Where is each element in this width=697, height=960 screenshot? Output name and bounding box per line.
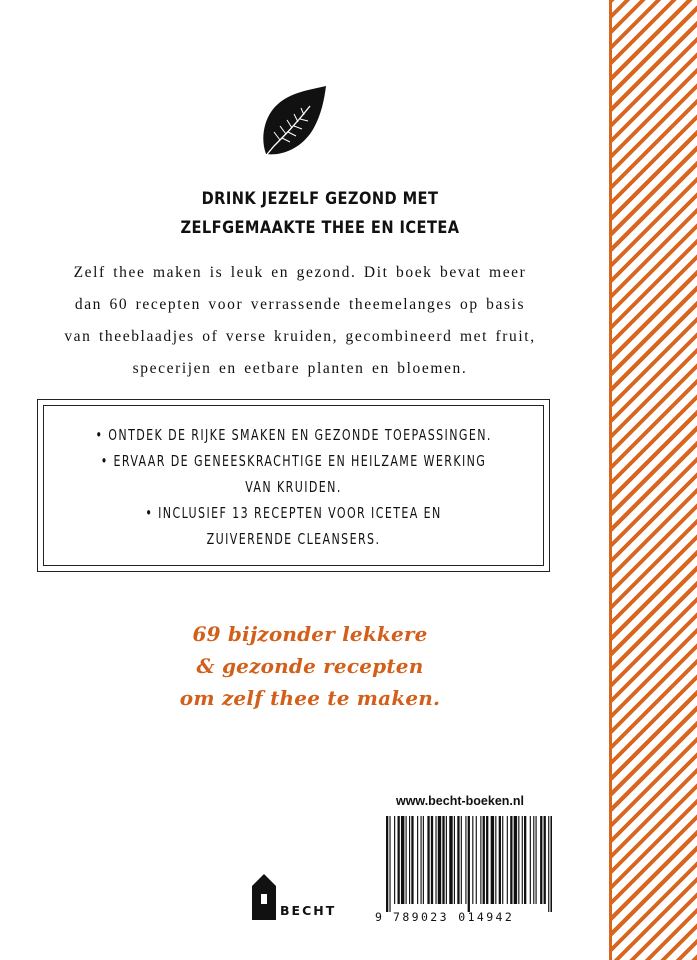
barcode-bar	[386, 816, 388, 912]
barcode-bar	[423, 816, 424, 904]
tagline-line: 69 bijzonder lekkere	[192, 622, 428, 646]
house-logo-icon	[252, 872, 276, 920]
barcode-bar	[536, 816, 537, 904]
barcode-bar	[502, 816, 503, 904]
barcode-bar	[480, 816, 481, 904]
barcode-bar	[401, 816, 404, 904]
barcode-bar	[468, 816, 470, 912]
intro-line: specerijen en eetbare planten en bloemen.	[132, 360, 468, 377]
feature-line: ZUIVERENDE CLEANSERS.	[206, 530, 381, 548]
barcode-bar	[530, 816, 531, 904]
barcode-bar	[514, 816, 517, 904]
barcode-bar	[446, 816, 447, 904]
barcode-bar	[454, 816, 455, 904]
barcode-bar	[449, 816, 452, 904]
barcode-bar	[486, 816, 488, 904]
barcode-bar	[544, 816, 546, 904]
barcode-bar	[507, 816, 508, 904]
barcode-bar	[427, 816, 429, 904]
intro-line: Zelf thee maken is leuk en gezond. Dit boek bevat meer	[73, 264, 527, 281]
barcode-bar	[431, 816, 433, 904]
barcode-bars	[386, 816, 552, 912]
barcode-bar	[409, 816, 410, 904]
barcode-bar	[389, 816, 390, 912]
barcode-number	[369, 910, 559, 924]
intro-text	[20, 257, 580, 385]
tagline-line: & gezonde recepten	[196, 654, 424, 678]
barcode-bar	[499, 816, 501, 904]
publisher-logo	[252, 872, 352, 922]
barcode-bar	[548, 816, 549, 912]
barcode-bar	[524, 816, 526, 904]
feature-line: VAN KRUIDEN.	[245, 478, 342, 496]
barcode-bar	[472, 816, 473, 904]
features-box	[37, 399, 550, 572]
publisher-website: www.becht-boeken.nl	[395, 794, 525, 808]
isbn-barcode	[369, 812, 559, 927]
barcode-digits: 789023 014942	[393, 910, 515, 924]
leaf-icon	[258, 80, 330, 160]
decorative-stripes	[612, 0, 697, 960]
barcode-bar	[438, 816, 441, 904]
barcode-bar	[411, 816, 413, 904]
barcode-bar	[495, 816, 496, 904]
barcode-bar	[510, 816, 512, 904]
features-box-inner-frame	[43, 405, 544, 566]
barcode-bar	[421, 816, 422, 904]
feature-line: • ONTDEK DE RIJKE SMAKEN EN GEZONDE TOEPASSINGEN.	[95, 426, 492, 444]
barcode-bar	[491, 816, 494, 904]
intro-line: dan 60 recepten voor verrassende theemelanges op basis	[74, 296, 526, 313]
barcode-first-digit: 9	[375, 910, 382, 924]
headline	[96, 185, 543, 243]
barcode-bar	[442, 816, 444, 904]
barcode-bar	[533, 816, 534, 904]
feature-line: • ERVAAR DE GENEESKRACHTIGE EN HEILZAME WERKING	[100, 452, 487, 470]
barcode-bar	[476, 816, 477, 904]
tagline-line: om zelf thee te maken.	[179, 686, 441, 710]
barcode-bar	[394, 816, 395, 904]
tagline	[150, 618, 470, 714]
barcode-bar	[435, 816, 436, 904]
barcode-bar	[461, 816, 462, 904]
barcode-bar	[522, 816, 523, 904]
barcode-bar	[483, 816, 485, 904]
publisher-name: BECHT	[280, 903, 337, 918]
barcode-bar	[398, 816, 400, 904]
feature-line: • INCLUSIEF 13 RECEPTEN VOOR ICETEA EN	[145, 504, 442, 522]
barcode-bar	[457, 816, 459, 904]
barcode-bar	[417, 816, 418, 904]
barcode-bar	[406, 816, 407, 904]
headline-line-1: DRINK JEZELF GEZOND MET	[201, 189, 439, 209]
intro-line: van theeblaadjes of verse kruiden, gecombineerd met fruit,	[64, 328, 536, 345]
barcode-bar	[550, 816, 552, 912]
barcode-bar	[465, 816, 466, 904]
barcode-bar	[518, 816, 519, 904]
barcode-bar	[540, 816, 542, 904]
headline-line-2: ZELFGEMAAKTE THEE EN ICETEA	[180, 218, 460, 238]
features-list	[95, 422, 491, 552]
